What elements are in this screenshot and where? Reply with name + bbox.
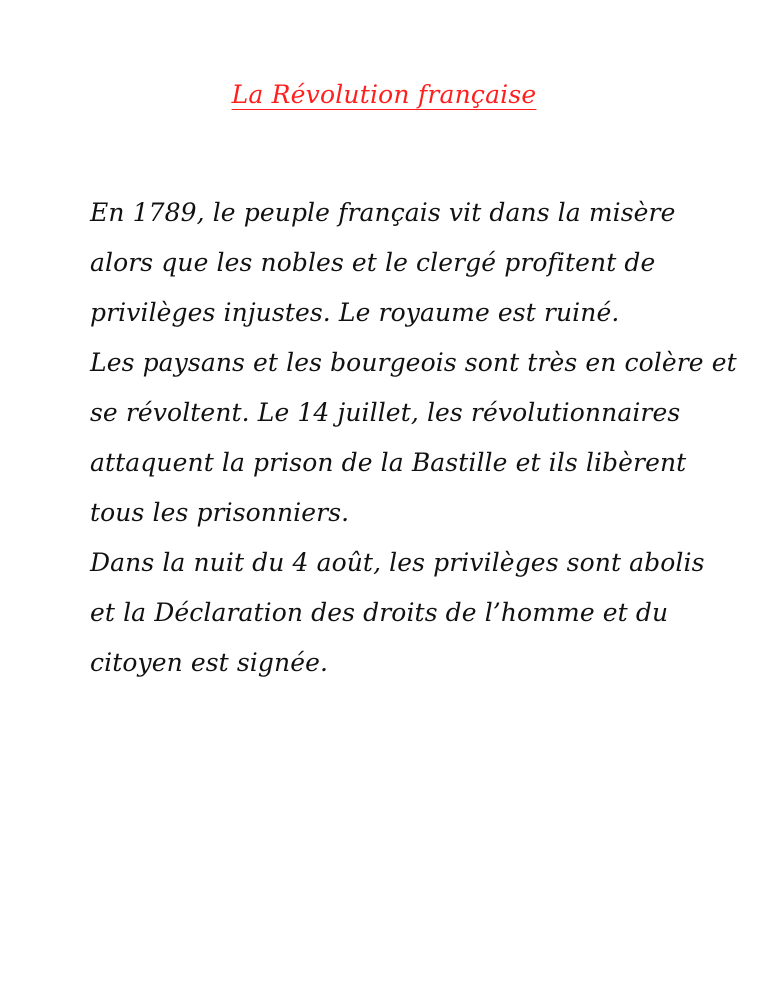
- document-body: [90, 188, 737, 688]
- text-line: alors que les nobles et le clergé profitent de: [90, 248, 656, 277]
- text-line: attaquent la prison de la Bastille et ils libèrent: [90, 448, 687, 477]
- text-line: citoyen est signée.: [90, 648, 329, 677]
- document-title: La Révolution française: [231, 80, 537, 109]
- text-line: En 1789, le peuple français vit dans la misère: [90, 198, 676, 227]
- text-line: se révoltent. Le 14 juillet, les révolutionnaires: [90, 398, 681, 427]
- text-line: et la Déclaration des droits de l’homme et du: [90, 598, 669, 627]
- text-line: privilèges injustes. Le royaume est ruiné.: [90, 298, 620, 327]
- text-line: Dans la nuit du 4 août, les privilèges sont abolis: [90, 548, 705, 577]
- text-line: Les paysans et les bourgeois sont très en colère et: [90, 348, 737, 377]
- text-line: tous les prisonniers.: [90, 498, 350, 527]
